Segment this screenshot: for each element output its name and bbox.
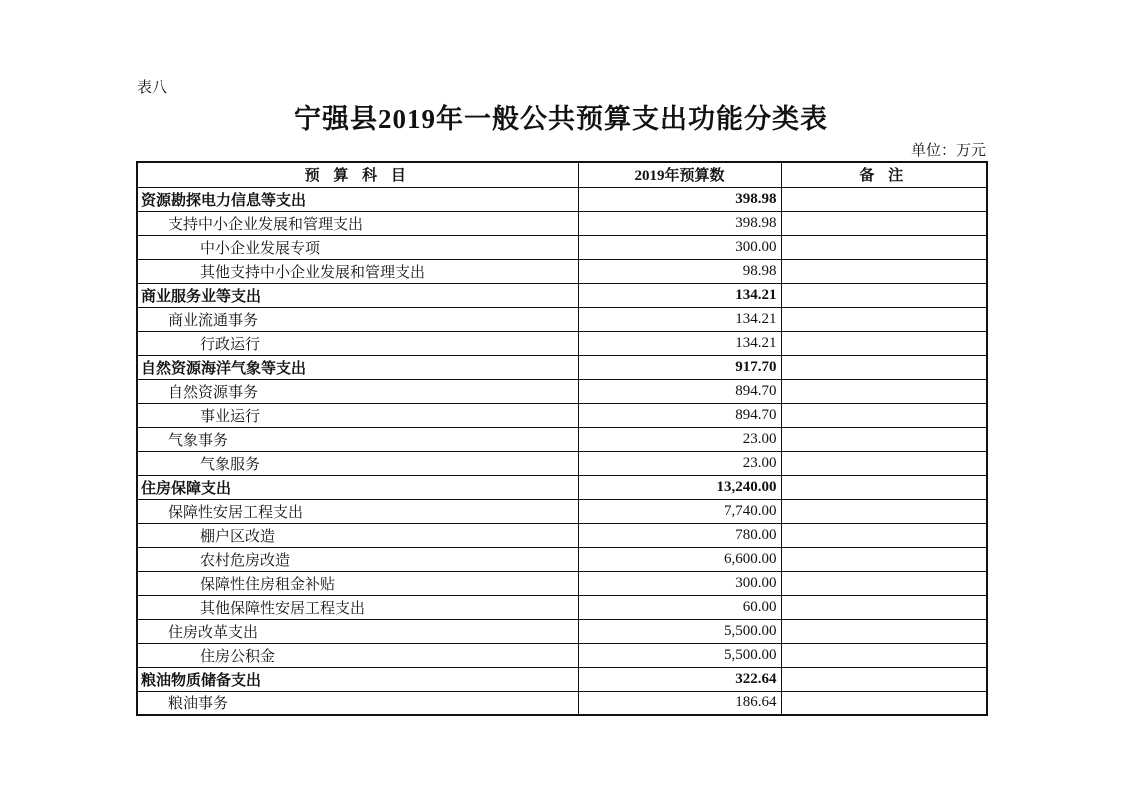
unit-note: 单位：万元 bbox=[910, 143, 986, 159]
subject-cell: 住房改革支出 bbox=[137, 619, 578, 643]
note-cell bbox=[781, 667, 987, 691]
note-cell bbox=[781, 643, 987, 667]
note-cell bbox=[781, 283, 987, 307]
table-row bbox=[137, 451, 987, 475]
note-cell bbox=[781, 235, 987, 259]
table-row bbox=[137, 475, 987, 499]
subject-cell: 气象事务 bbox=[137, 427, 578, 451]
header-row bbox=[137, 162, 987, 187]
budget-cell: 5,500.00 bbox=[578, 643, 781, 667]
table-header bbox=[137, 162, 987, 187]
column-header-note: 备 注 bbox=[781, 162, 987, 187]
page-title: 宁强县2019年一般公共预算支出功能分类表 bbox=[294, 104, 828, 134]
note-cell bbox=[781, 211, 987, 235]
note-cell bbox=[781, 571, 987, 595]
table-row bbox=[137, 595, 987, 619]
budget-cell: 894.70 bbox=[578, 403, 781, 427]
budget-cell: 780.00 bbox=[578, 523, 781, 547]
budget-cell: 60.00 bbox=[578, 595, 781, 619]
subject-cell: 粮油物质储备支出 bbox=[137, 667, 578, 691]
subject-cell: 粮油事务 bbox=[137, 691, 578, 715]
budget-cell: 23.00 bbox=[578, 451, 781, 475]
subject-cell: 支持中小企业发展和管理支出 bbox=[137, 211, 578, 235]
budget-cell: 322.64 bbox=[578, 667, 781, 691]
note-cell bbox=[781, 259, 987, 283]
table-row bbox=[137, 667, 987, 691]
table-row bbox=[137, 427, 987, 451]
note-cell bbox=[781, 307, 987, 331]
budget-cell: 13,240.00 bbox=[578, 475, 781, 499]
subject-cell: 商业服务业等支出 bbox=[137, 283, 578, 307]
budget-cell: 6,600.00 bbox=[578, 547, 781, 571]
subject-cell: 中小企业发展专项 bbox=[137, 235, 578, 259]
table-number-label: 表八 bbox=[137, 78, 168, 96]
subject-cell: 自然资源海洋气象等支出 bbox=[137, 355, 578, 379]
table-row bbox=[137, 307, 987, 331]
table-row bbox=[137, 331, 987, 355]
table-row bbox=[137, 403, 987, 427]
budget-cell: 300.00 bbox=[578, 571, 781, 595]
note-cell bbox=[781, 403, 987, 427]
note-cell bbox=[781, 331, 987, 355]
budget-cell: 398.98 bbox=[578, 187, 781, 211]
column-header-budget-2019: 2019年预算数 bbox=[578, 162, 781, 187]
subject-cell: 行政运行 bbox=[137, 331, 578, 355]
subject-cell: 保障性安居工程支出 bbox=[137, 499, 578, 523]
subject-cell: 事业运行 bbox=[137, 403, 578, 427]
budget-cell: 398.98 bbox=[578, 211, 781, 235]
table-row bbox=[137, 619, 987, 643]
budget-cell: 5,500.00 bbox=[578, 619, 781, 643]
subject-cell: 其他保障性安居工程支出 bbox=[137, 595, 578, 619]
subject-cell: 农村危房改造 bbox=[137, 547, 578, 571]
budget-cell: 134.21 bbox=[578, 331, 781, 355]
table-row bbox=[137, 643, 987, 667]
note-cell bbox=[781, 475, 987, 499]
note-cell bbox=[781, 619, 987, 643]
budget-table bbox=[136, 161, 988, 716]
subject-cell: 住房保障支出 bbox=[137, 475, 578, 499]
subject-cell: 气象服务 bbox=[137, 451, 578, 475]
subject-cell: 自然资源事务 bbox=[137, 379, 578, 403]
budget-cell: 186.64 bbox=[578, 691, 781, 715]
table-row bbox=[137, 355, 987, 379]
budget-cell: 300.00 bbox=[578, 235, 781, 259]
subject-cell: 棚户区改造 bbox=[137, 523, 578, 547]
note-cell bbox=[781, 499, 987, 523]
table-row bbox=[137, 211, 987, 235]
budget-cell: 98.98 bbox=[578, 259, 781, 283]
budget-cell: 7,740.00 bbox=[578, 499, 781, 523]
budget-cell: 917.70 bbox=[578, 355, 781, 379]
note-cell bbox=[781, 355, 987, 379]
budget-cell: 23.00 bbox=[578, 427, 781, 451]
table-row bbox=[137, 187, 987, 211]
subject-cell: 保障性住房租金补贴 bbox=[137, 571, 578, 595]
table-row bbox=[137, 235, 987, 259]
table-row bbox=[137, 259, 987, 283]
table-row bbox=[137, 547, 987, 571]
table-row bbox=[137, 571, 987, 595]
table-row bbox=[137, 283, 987, 307]
note-cell bbox=[781, 691, 987, 715]
subject-cell: 其他支持中小企业发展和管理支出 bbox=[137, 259, 578, 283]
note-cell bbox=[781, 547, 987, 571]
note-cell bbox=[781, 379, 987, 403]
column-header-subject: 预 算 科 目 bbox=[137, 162, 578, 187]
budget-cell: 894.70 bbox=[578, 379, 781, 403]
table-row bbox=[137, 523, 987, 547]
subject-cell: 商业流通事务 bbox=[137, 307, 578, 331]
subject-cell: 资源勘探电力信息等支出 bbox=[137, 187, 578, 211]
budget-cell: 134.21 bbox=[578, 307, 781, 331]
table-row bbox=[137, 499, 987, 523]
note-cell bbox=[781, 427, 987, 451]
note-cell bbox=[781, 595, 987, 619]
note-cell bbox=[781, 187, 987, 211]
budget-cell: 134.21 bbox=[578, 283, 781, 307]
table-row bbox=[137, 691, 987, 715]
table-row bbox=[137, 379, 987, 403]
note-cell bbox=[781, 451, 987, 475]
note-cell bbox=[781, 523, 987, 547]
subject-cell: 住房公积金 bbox=[137, 643, 578, 667]
table-body bbox=[137, 187, 987, 715]
